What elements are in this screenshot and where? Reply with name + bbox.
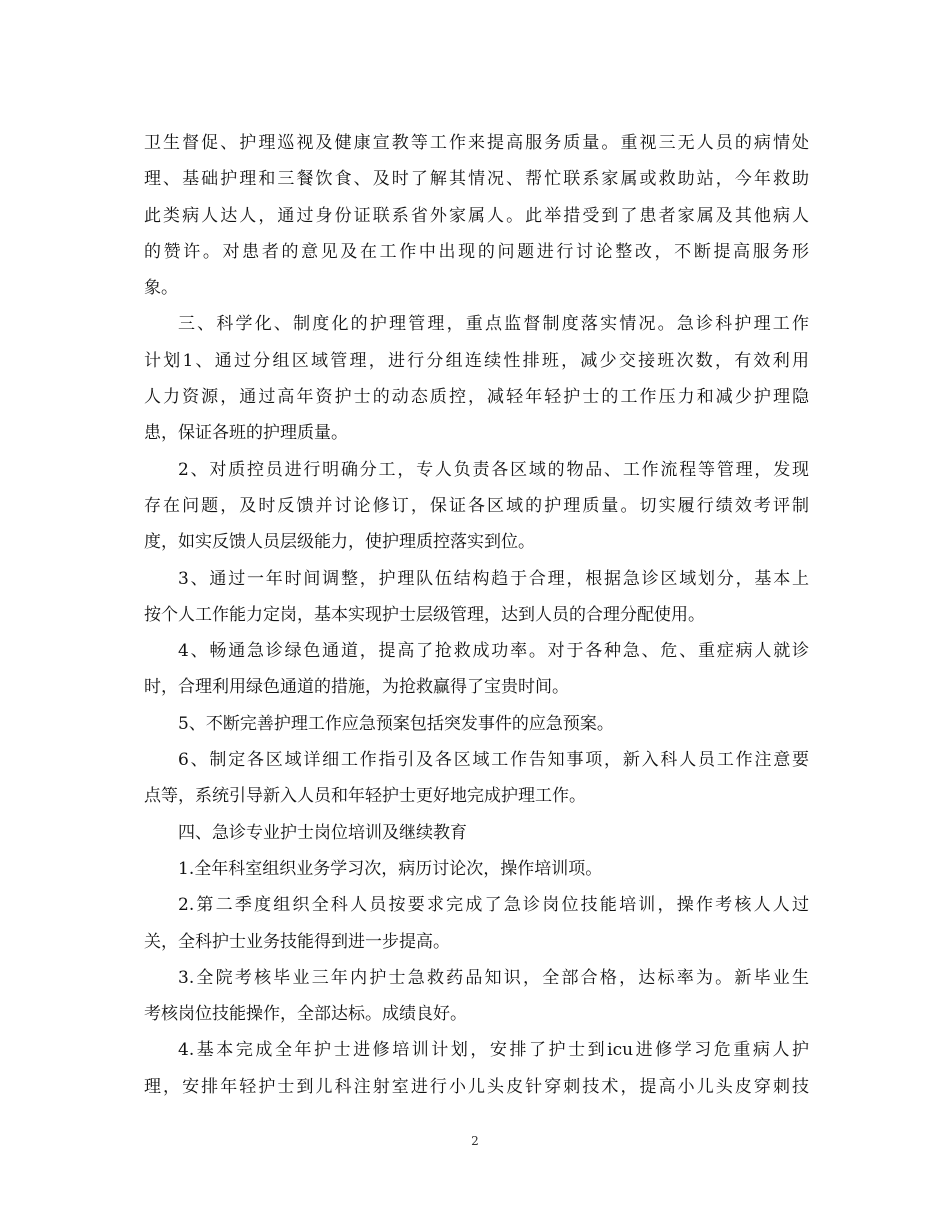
text-line: 6、制定各区域详细工作指引及各区域工作告知事项，新入科人员工作注意要 xyxy=(178,750,809,771)
text-line: 3.全院考核毕业三年内护士急救药品知识，全部合格，达标率为。新毕业生 xyxy=(178,967,809,988)
text-line: 的赞许。对患者的意见及在工作中出现的问题进行讨论整改，不断提高服务形 xyxy=(144,241,809,262)
text-line: 三、科学化、制度化的护理管理，重点监督制度落实情况。急诊科护理工作 xyxy=(178,314,809,335)
text-line: 此类病人达人，通过身份证联系省外家属人。此举措受到了患者家属及其他病人 xyxy=(144,205,809,226)
text-line: 1.全年科室组织业务学习次，病历讨论次，操作培训项。 xyxy=(178,858,603,879)
text-line: 时，合理利用绿色通道的措施，为抢救赢得了宝贵时间。 xyxy=(144,677,569,698)
text-line: 计划1、通过分组区域管理，进行分组连续性排班，减少交接班次数，有效利用 xyxy=(144,350,809,371)
text-line: 四、急诊专业护士岗位培训及继续教育 xyxy=(178,822,467,843)
page-number: 2 xyxy=(471,1134,479,1148)
text-line: 卫生督促、护理巡视及健康宣教等工作来提高服务质量。重视三无人员的病情处 xyxy=(144,133,809,153)
text-line: 理，安排年轻护士到儿科注射室进行小儿头皮针穿刺技术，提高小儿头皮穿刺技 xyxy=(144,1076,809,1097)
text-line: 2.第二季度组织全科人员按要求完成了急诊岗位技能培训，操作考核人人过 xyxy=(178,895,809,916)
text-line: 象。 xyxy=(144,278,178,299)
text-line: 关，全科护士业务技能得到进一步提高。 xyxy=(144,931,450,952)
text-line: 4、畅通急诊绿色通道，提高了抢救成功率。对于各种急、危、重症病人就诊 xyxy=(178,641,809,662)
text-line: 4.基本完成全年护士进修培训计划，安排了护士到icu进修学习危重病人护 xyxy=(178,1040,809,1061)
text-line: 患，保证各班的护理质量。 xyxy=(144,423,348,444)
body-text xyxy=(144,125,809,1105)
text-line: 按个人工作能力定岗，基本实现护士层级管理，达到人员的合理分配使用。 xyxy=(144,604,705,625)
text-line: 度，如实反馈人员层级能力，使护理质控落实到位。 xyxy=(144,532,535,553)
text-line: 3、通过一年时间调整，护理队伍结构趋于合理，根据急诊区域划分，基本上 xyxy=(178,568,809,589)
text-line: 理、基础护理和三餐饮食、及时了解其情况、帮忙联系家属或救助站，今年救助 xyxy=(144,169,809,190)
text-line: 2、对质控员进行明确分工，专人负责各区域的物品、工作流程等管理，发现 xyxy=(178,459,809,480)
text-line: 考核岗位技能操作，全部达标。成绩良好。 xyxy=(144,1004,467,1025)
text-line: 点等，系统引导新入人员和年轻护士更好地完成护理工作。 xyxy=(144,786,586,807)
text-line: 人力资源，通过高年资护士的动态质控，减轻年轻护士的工作压力和减少护理隐 xyxy=(144,387,809,408)
text-line: 存在问题，及时反馈并讨论修订，保证各区域的护理质量。切实履行绩效考评制 xyxy=(144,495,809,516)
text-line: 5、不断完善护理工作应急预案包括突发事件的应急预案。 xyxy=(178,713,614,734)
